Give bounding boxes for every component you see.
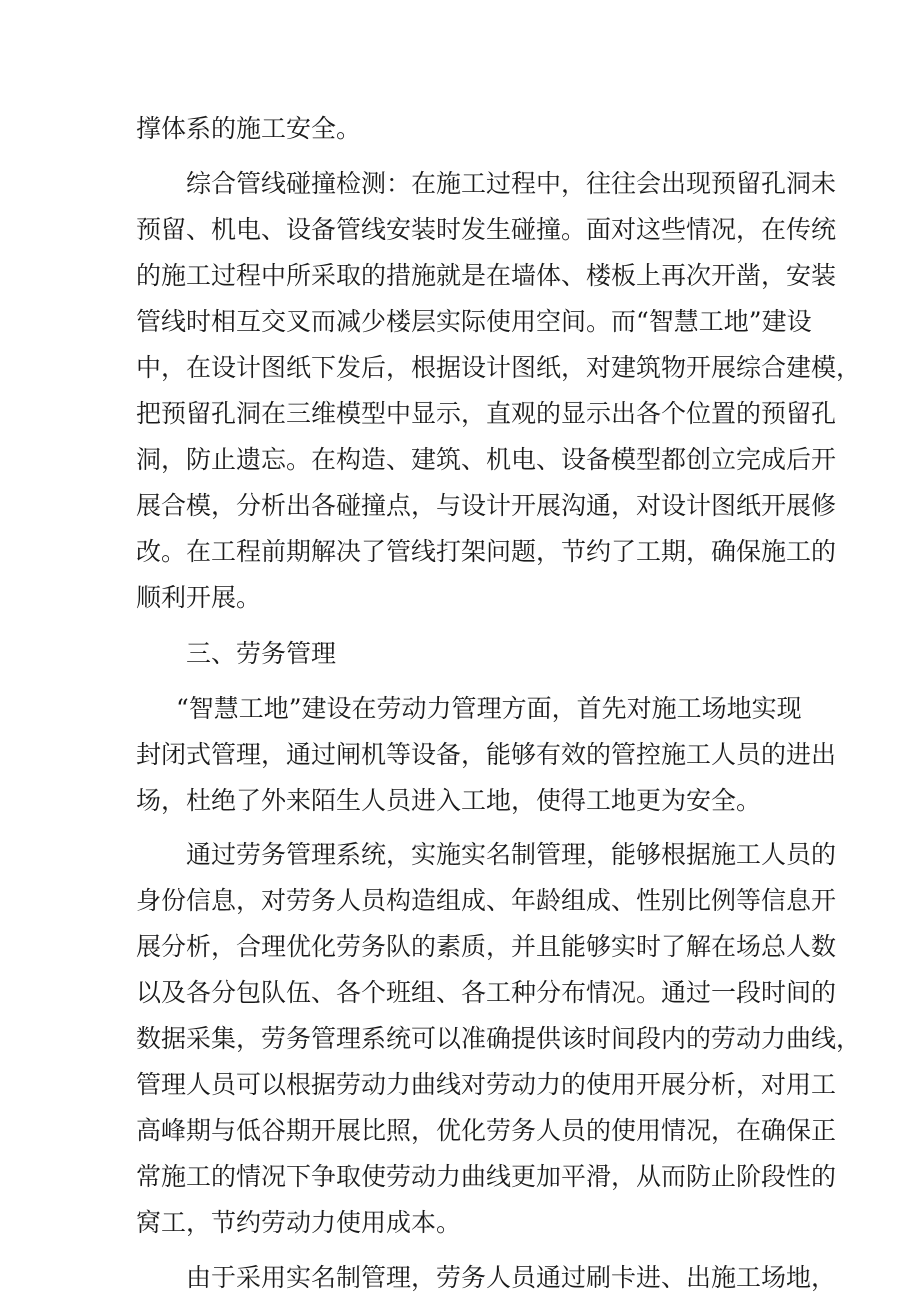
paragraph-line: 的施工过程中所采取的措施就是在墙体、楼板上再次开凿，安装: [136, 261, 837, 290]
paragraph-line: 由于采用实名制管理，劳务人员通过刷卡进、出施工场地，: [186, 1263, 837, 1292]
paragraph-line: 管理人员可以根据劳动力曲线对劳动力的使用开展分析，对用工: [136, 1070, 837, 1099]
paragraph-line: 改。在工程前期解决了管线打架问题，节约了工期，确保施工的: [136, 537, 837, 566]
paragraph-line: “智慧工地”建设在劳动力管理方面，首先对施工场地实现: [176, 694, 802, 723]
paragraph-line: 通过劳务管理系统，实施实名制管理，能够根据施工人员的: [186, 840, 837, 869]
paragraph-line: 撑体系的施工安全。: [136, 114, 362, 143]
paragraph-line: 以及各分包队伍、各个班组、各工种分布情况。通过一段时间的: [136, 978, 837, 1007]
paragraph-line: 场，杜绝了外来陌生人员进入工地，使得工地更为安全。: [136, 786, 762, 815]
spacer: [186, 578, 187, 616]
paragraph-line: 预留、机电、设备管线安装时发生碰撞。面对这些情况，在传统: [136, 215, 837, 244]
paragraph-line: 把预留孔洞在三维模型中显示，直观的显示出各个位置的预留孔: [136, 399, 837, 428]
paragraph-line: 管线时相互交叉而减少楼层实际使用空间。而“智慧工地”建设: [136, 307, 812, 336]
paragraph-line: 综合管线碰撞检测：在施工过程中，往往会出现预留孔洞未: [186, 169, 837, 198]
paragraph-line: 中，在设计图纸下发后，根据设计图纸，对建筑物开展综合建模，: [136, 353, 862, 382]
paragraph-line: 高峰期与低谷期开展比照，优化劳务人员的使用情况，在确保正: [136, 1116, 837, 1145]
paragraph-line: 展合模，分析出各碰撞点，与设计开展沟通，对设计图纸开展修: [136, 491, 837, 520]
paragraph-line: 展分析，合理优化劳务队的素质，并且能够实时了解在场总人数: [136, 932, 837, 961]
section-heading: 三、劳务管理: [186, 639, 337, 668]
paragraph-line: 窝工，节约劳动力使用成本。: [136, 1208, 462, 1237]
paragraph-line: 数据采集，劳务管理系统可以准确提供该时间段内的劳动力曲线，: [136, 1024, 862, 1053]
paragraph-line: 身份信息，对劳务人员构造组成、年龄组成、性别比例等信息开: [136, 886, 837, 915]
paragraph-line: 洞，防止遗忘。在构造、建筑、机电、设备模型都创立完成后开: [136, 445, 837, 474]
paragraph-line: 封闭式管理，通过闸机等设备，能够有效的管控施工人员的进出: [136, 740, 837, 769]
paragraph-line: 顺利开展。: [136, 583, 262, 612]
paragraph-line: 常施工的情况下争取使劳动力曲线更加平滑，从而防止阶段性的: [136, 1162, 837, 1191]
